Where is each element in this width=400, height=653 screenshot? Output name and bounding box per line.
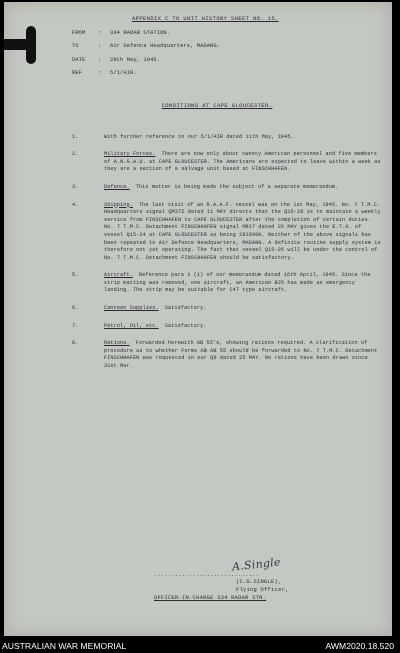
- paragraph-title: Rations.: [104, 340, 130, 347]
- document-body: [72, 16, 382, 381]
- ref-row: [72, 70, 382, 78]
- footer-accession-number: AWM2020.18.520: [325, 641, 394, 651]
- paragraph-title: Military Forces.: [104, 151, 156, 158]
- paragraph-title: Shipping.: [104, 201, 133, 208]
- paragraph-number: 1.: [72, 133, 79, 140]
- paragraph-text: This matter is being made the subject of a separate memorandum.: [135, 183, 339, 190]
- footer-bar: [0, 636, 400, 653]
- paragraph-body: [104, 323, 382, 331]
- paragraph-title: Aircraft.: [104, 272, 133, 279]
- paragraph-text: Satisfactory.: [164, 305, 207, 312]
- paragraph-title: Defence.: [104, 183, 130, 190]
- colon: :: [98, 56, 102, 63]
- date-row: [72, 57, 382, 65]
- from-label: FROM: [72, 29, 86, 36]
- signatory-name: (C.G.SINGLE),: [236, 579, 282, 585]
- paragraph-body: [104, 134, 382, 142]
- paragraph-text: Reference para 1 (i) of our memorandum dated 16th April, 1945. Since the strip matting was removed, one aircraft, an American B25 has made an emergency landing. The strip may be suitable for C47 type aircraft.: [104, 272, 371, 294]
- footer-institution: AUSTRALIAN WAR MEMORIAL: [2, 641, 127, 651]
- signature-dots: ..............................: [154, 572, 260, 578]
- paragraph: [72, 202, 382, 263]
- colon: :: [98, 70, 102, 77]
- binder-clip-bar: [4, 39, 30, 50]
- paragraph-text: With further reference to our 5/1/AIR dated 11th May, 1945.: [104, 133, 294, 140]
- signature-block: [154, 555, 384, 602]
- signatory-office: OFFICER-IN-CHARGE 334 RADAR STN.: [154, 595, 267, 601]
- binder-clip-mark: [4, 26, 36, 66]
- paragraph-number: 8.: [72, 340, 79, 347]
- paragraph-number: 4.: [72, 201, 79, 208]
- paragraph: [72, 151, 382, 174]
- ref-label: REF: [72, 70, 83, 77]
- colon: :: [98, 29, 102, 36]
- paragraph-body: [104, 184, 382, 192]
- paragraph: [72, 340, 382, 370]
- document-sheet: [4, 2, 392, 636]
- appendix-title: APPENDIX C TO UNIT HISTORY SHEET NO. 15.: [132, 16, 279, 22]
- paragraph: [72, 323, 382, 331]
- paragraph-text: There are now only about twenty American personnel and five members of A.N.G.A.U. at CAPE GLOUCESTER. The Americans are expected to leave within a week as they are a section of a salvage unit based at FINSCHHAFEN.: [104, 151, 381, 173]
- paragraph-body: [104, 305, 382, 313]
- paragraph-text: Satisfactory.: [164, 322, 207, 329]
- paragraph-body: [104, 151, 382, 174]
- paragraph: [72, 134, 382, 142]
- paragraph-number: 5.: [72, 272, 79, 279]
- paragraph-number: 2.: [72, 151, 79, 158]
- paragraph-body: [104, 340, 382, 370]
- to-label: TO: [72, 43, 79, 50]
- signatory-rank: Flying Officer,: [236, 587, 289, 593]
- paragraph-title: Petrol, Oil, etc.: [104, 322, 159, 329]
- to-row: [72, 43, 382, 51]
- signature-line: [154, 555, 384, 578]
- paragraph: [72, 305, 382, 313]
- paragraph-text: The last visit of an R.A.A.F. vessel was on the 1st May, 1945. No. 7 T.M.C. Headquarters signal QM37Z dated 11 MAY directs that the Q15-26 is to maintain a weekly service from FINSCHHAFEN to CAPE GLOUCESTER after the completion of certain duties. No. 7 T.M.C. Detachment FINSCHHAFEN signal MR17 dated 26 MAY gives the E.T.A. of vessel Q15-24 at CAPE GLOUCESTER as being 291600K. Neither of the above signals has been repeated to Air Defence Headquarters, MADANG. A definite routine supply system is therefore not yet operating. The fact that vessel Q15-26 will be under the control of No. 7 T.M.C. Detachment FINSCHHAFEN should be satisfactory.: [104, 201, 381, 261]
- ref-value: 5/1/AIR.: [110, 70, 137, 77]
- paragraph-text: Forwarded herewith AB 55's, showing rations required. A clarification of procedure as to whether Forms AB AB 55 should be forwarded to No. 7 T.M.C. Detachment FINSCHHAFEN was requested in our Q9 dated 25 MAY. No rations have been drawn since 31st Mar.: [104, 340, 378, 370]
- paragraph: [72, 272, 382, 295]
- paragraph-title: Canteen Supplies.: [104, 305, 159, 312]
- to-value: Air Defence Headquarters, MADANG.: [110, 43, 221, 50]
- paragraph-number: 6.: [72, 305, 79, 312]
- paragraph-body: [104, 272, 382, 295]
- from-row: [72, 30, 382, 38]
- handwritten-signature: A.Single: [231, 555, 282, 574]
- colon: :: [98, 43, 102, 50]
- paragraph: [72, 184, 382, 192]
- from-value: 334 RADAR STATION.: [110, 29, 171, 36]
- date-label: DATE: [72, 56, 86, 63]
- paragraph-list: [72, 134, 382, 371]
- paragraph-number: 3.: [72, 183, 79, 190]
- paragraph-number: 7.: [72, 322, 79, 329]
- document-heading: CONDITIONS AT CAPE GLOUCESTER.: [161, 101, 273, 109]
- date-value: 29th May, 1945.: [110, 56, 161, 63]
- paragraph-body: [104, 202, 382, 263]
